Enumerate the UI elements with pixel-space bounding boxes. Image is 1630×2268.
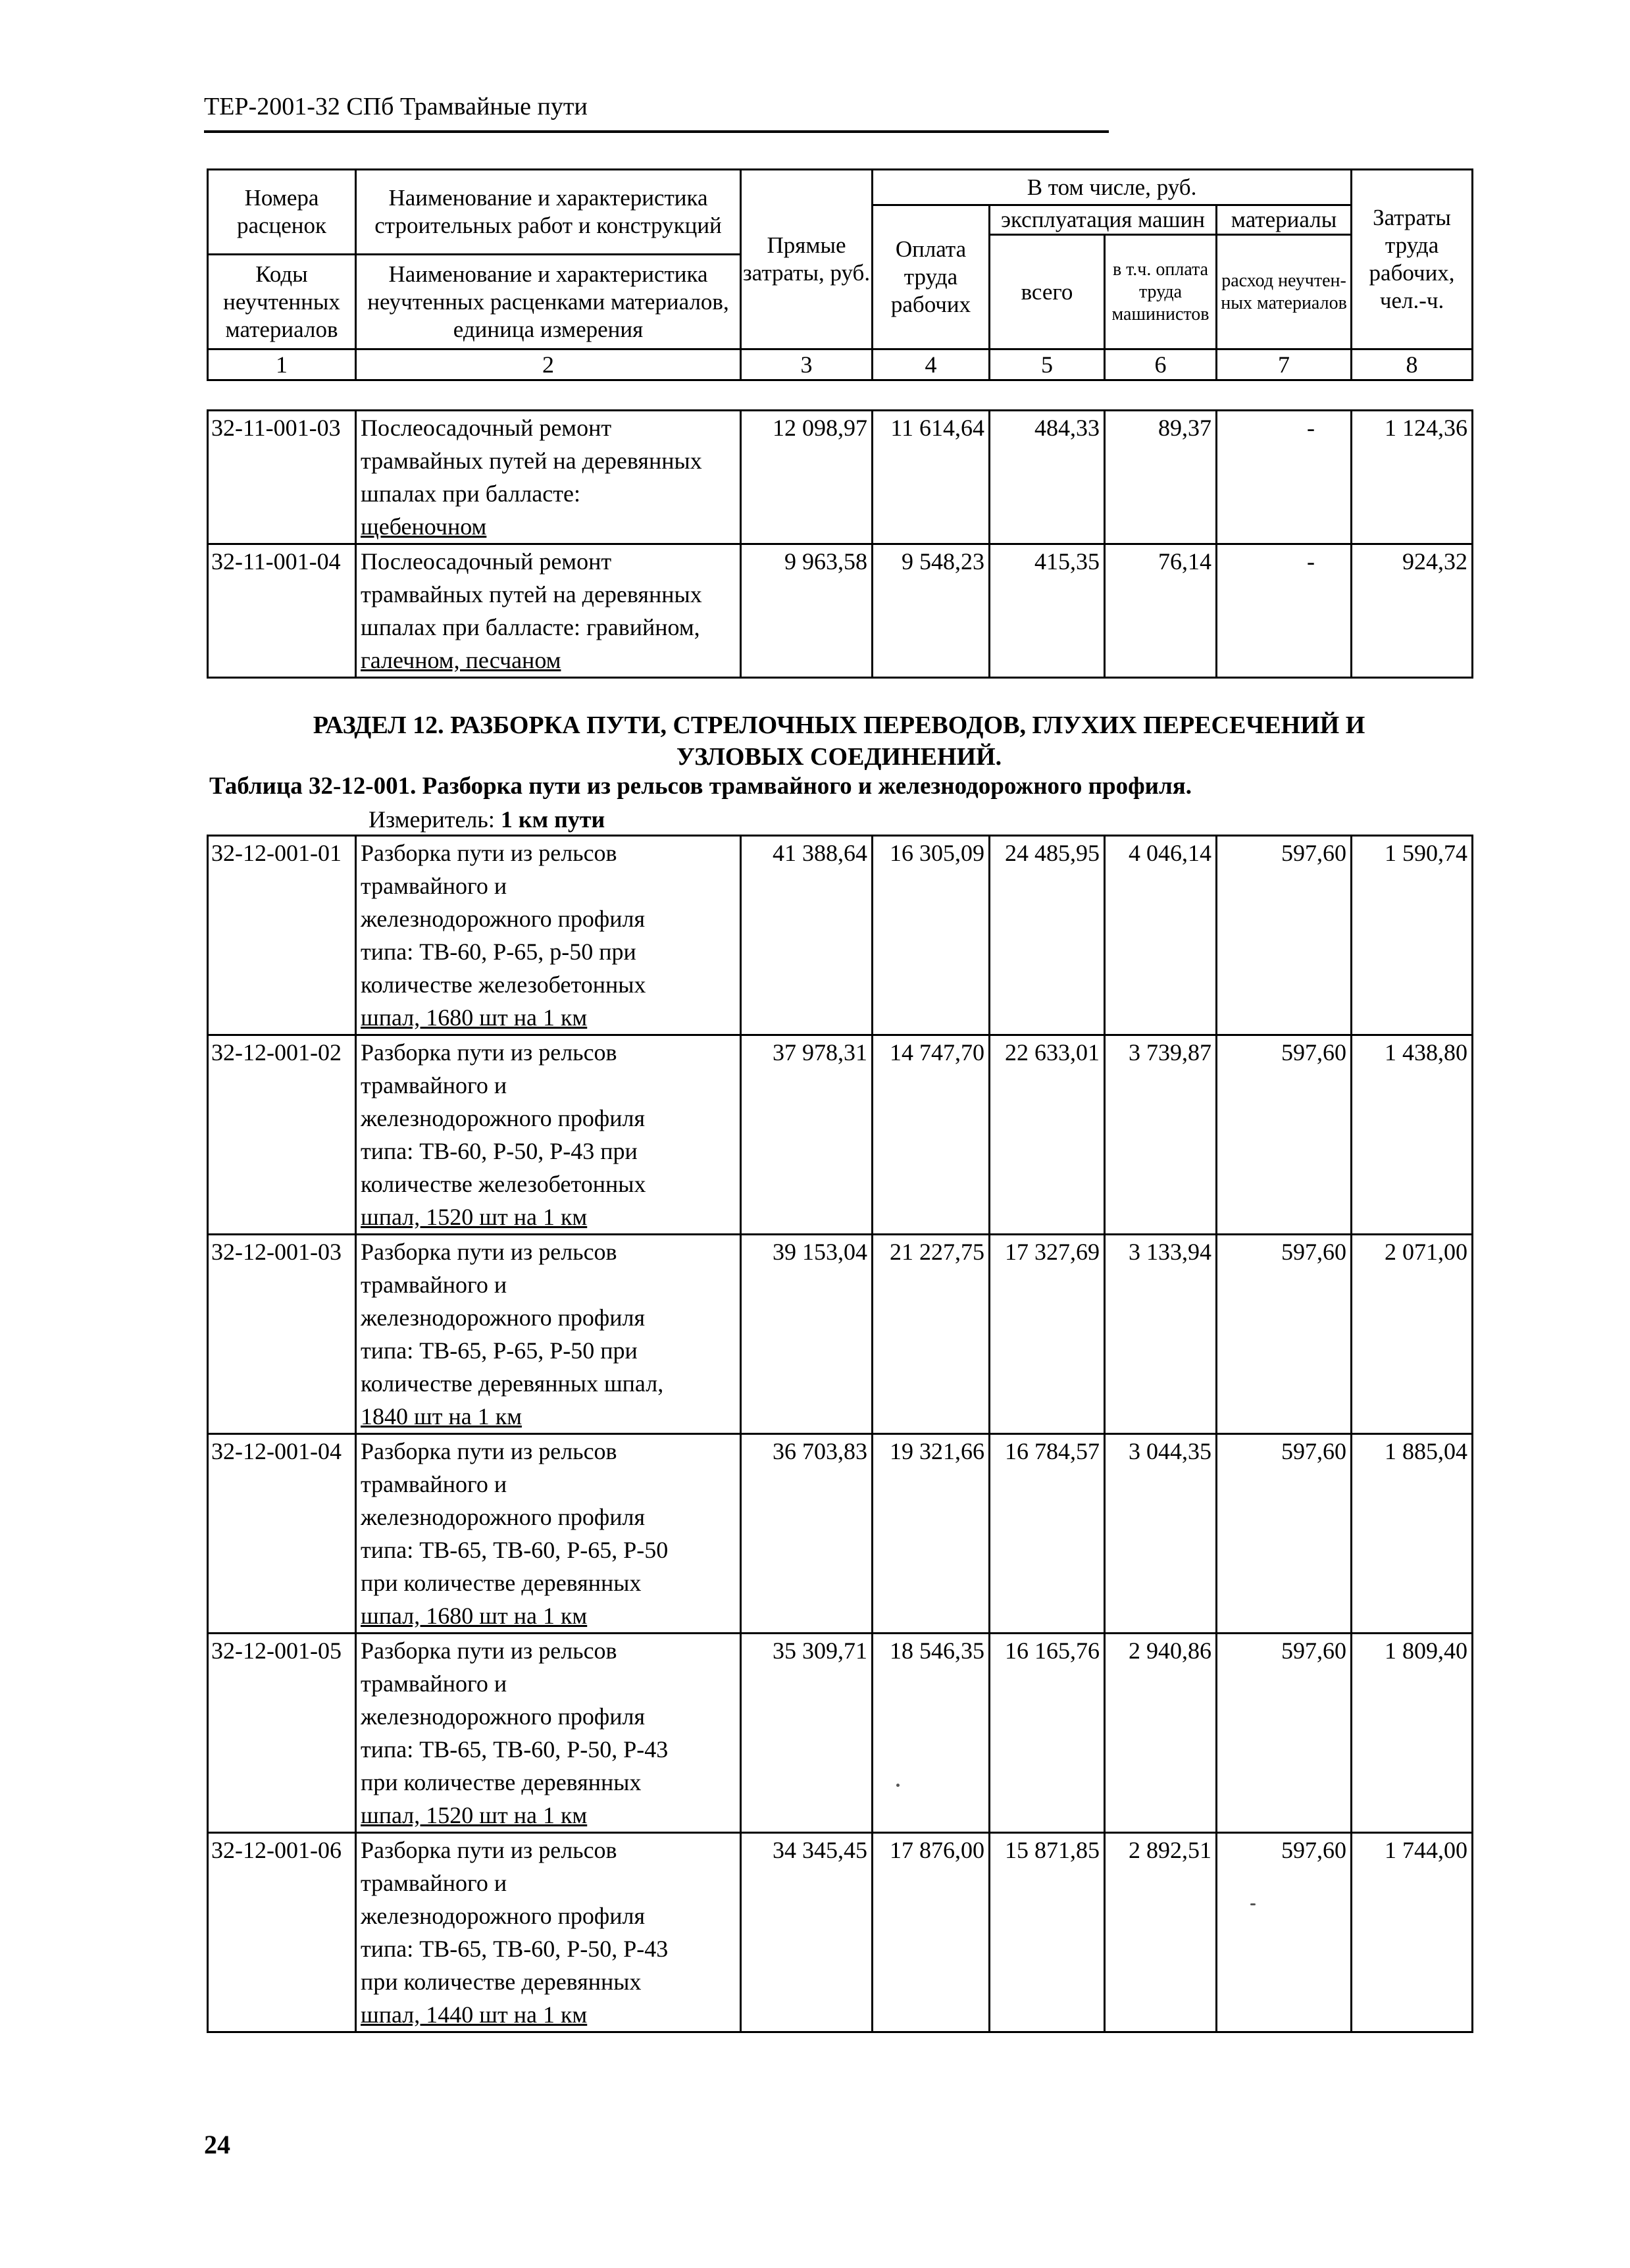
description-line: Разборка пути из рельсов: [361, 840, 617, 866]
table-row: [208, 1035, 1473, 1235]
description-line: трамвайных путей на деревянных: [361, 448, 702, 474]
description-line: типа: ТВ-65, ТВ-60, Р-65, Р-50: [361, 1537, 669, 1563]
description-line: трамвайного и: [361, 1870, 507, 1896]
description-line: количестве железобетонных: [361, 1171, 646, 1197]
description-line: при количестве деревянных: [361, 1969, 642, 1995]
machines-total: 484,33: [990, 411, 1105, 544]
table-row: [208, 1634, 1473, 1833]
col-number: 3: [741, 349, 873, 380]
unaccounted-materials: 597,60: [1217, 836, 1352, 1035]
col-number: 1: [208, 349, 356, 380]
unaccounted-materials: 597,60: [1217, 1634, 1352, 1833]
direct-costs: 9 963,58: [741, 544, 873, 678]
column-header-table: [207, 168, 1473, 381]
description-line: железнодорожного профиля: [361, 1703, 646, 1730]
header-material-names: Наименование и характеристика неучтенных расценками материалов, единица измерения: [356, 255, 741, 349]
description-line: Разборка пути из рельсов: [361, 1837, 617, 1863]
description-line: при количестве деревянных: [361, 1769, 642, 1795]
machines-total: 24 485,95: [990, 836, 1105, 1035]
col-number: 7: [1217, 349, 1352, 380]
direct-costs: 37 978,31: [741, 1035, 873, 1235]
description-line: шпал, 1440 шт на 1 км: [361, 2001, 588, 2028]
measure-label: Измеритель:: [369, 806, 495, 833]
description-line: типа: ТВ-65, ТВ-60, Р-50, Р-43: [361, 1736, 669, 1763]
header-machines-group: эксплуатация машин: [990, 205, 1217, 235]
unaccounted-materials: 597,60: [1217, 1035, 1352, 1235]
labor-pay: 19 321,66: [873, 1434, 990, 1634]
labor-hours: 1 590,74: [1352, 836, 1473, 1035]
description-line: Разборка пути из рельсов: [361, 1438, 617, 1464]
header-labor-hours: Затраты труда рабочих, чел.-ч.: [1352, 170, 1473, 349]
section-title-line: УЗЛОВЫХ СОЕДИНЕНИЙ.: [676, 743, 1002, 771]
description-line: типа: ТВ-65, ТВ-60, Р-50, Р-43: [361, 1936, 669, 1962]
rate-code: 32-12-001-05: [208, 1634, 356, 1833]
rate-description: [356, 836, 741, 1035]
description-line: при количестве деревянных: [361, 1570, 642, 1596]
labor-pay: 9 548,23: [873, 544, 990, 678]
header-work-name: Наименование и характеристика строительных работ и конструкций: [356, 170, 741, 255]
rate-code: 32-12-001-01: [208, 836, 356, 1035]
description-line: шпал, 1520 шт на 1 км: [361, 1802, 588, 1828]
labor-hours: 1 885,04: [1352, 1434, 1473, 1634]
machines-total: 415,35: [990, 544, 1105, 678]
description-line: железнодорожного профиля: [361, 1903, 646, 1929]
machinist-pay: 3 133,94: [1105, 1235, 1217, 1434]
header-direct-costs: Прямые затраты, руб.: [741, 170, 873, 349]
page-number: 24: [204, 2130, 230, 2159]
description-line: типа: ТВ-65, Р-65, Р-50 при: [361, 1337, 638, 1364]
header-labor-pay: Оплата труда рабочих: [873, 205, 990, 349]
description-line: Разборка пути из рельсов: [361, 1039, 617, 1066]
machinist-pay: 3 044,35: [1105, 1434, 1217, 1634]
table-row: [208, 1833, 1473, 2032]
unaccounted-materials: 597,60: [1217, 1833, 1352, 2032]
col-number: 8: [1352, 349, 1473, 380]
rate-description: [356, 544, 741, 678]
description-line: железнодорожного профиля: [361, 1105, 646, 1131]
header-machinist-pay: в т.ч. оплата труда машинистов: [1105, 235, 1217, 349]
header-machines-total: всего: [990, 235, 1105, 349]
description-line: количестве деревянных шпал,: [361, 1370, 664, 1397]
description-line: шпал, 1520 шт на 1 км: [361, 1204, 588, 1230]
machinist-pay: 4 046,14: [1105, 836, 1217, 1035]
description-line: типа: ТВ-60, Р-50, Р-43 при: [361, 1138, 638, 1164]
labor-hours: 2 071,00: [1352, 1235, 1473, 1434]
description-line: трамвайного и: [361, 1072, 507, 1098]
description-line: железнодорожного профиля: [361, 1504, 646, 1530]
description-line: галечном, песчаном: [361, 647, 561, 673]
col-number: 4: [873, 349, 990, 380]
machinist-pay: 89,37: [1105, 411, 1217, 544]
description-line: трамвайного и: [361, 1670, 507, 1697]
table-row: [208, 411, 1473, 544]
rates-table-32-11: [207, 409, 1473, 679]
rate-code: 32-12-001-03: [208, 1235, 356, 1434]
labor-hours: 1 438,80: [1352, 1035, 1473, 1235]
section-title: [204, 709, 1474, 773]
machines-total: 16 784,57: [990, 1434, 1105, 1634]
labor-pay: 14 747,70: [873, 1035, 990, 1235]
direct-costs: 41 388,64: [741, 836, 873, 1035]
rates-table-32-12-001: [207, 835, 1473, 2033]
machinist-pay: 2 940,86: [1105, 1634, 1217, 1833]
measure-value: 1 км пути: [500, 806, 605, 833]
rate-description: [356, 1833, 741, 2032]
header-materials-group: материалы: [1217, 205, 1352, 235]
description-line: железнодорожного профиля: [361, 1304, 646, 1331]
rate-description: [356, 1434, 741, 1634]
rate-code: 32-11-001-04: [208, 544, 356, 678]
rate-code: 32-12-001-02: [208, 1035, 356, 1235]
description-line: Послеосадочный ремонт: [361, 415, 612, 441]
running-header: ТЕР-2001-32 СПб Трамвайные пути: [204, 93, 588, 120]
description-line: количестве железобетонных: [361, 971, 646, 998]
description-line: трамвайного и: [361, 1471, 507, 1497]
direct-costs: 36 703,83: [741, 1434, 873, 1634]
header-unaccounted-materials: расход неучтен-ных материалов: [1217, 235, 1352, 349]
machinist-pay: 76,14: [1105, 544, 1217, 678]
rate-description: [356, 411, 741, 544]
description-line: шпал, 1680 шт на 1 км: [361, 1004, 588, 1031]
labor-hours: 924,32: [1352, 544, 1473, 678]
table-title: Таблица 32-12-001. Разборка пути из рельсов трамвайного и железнодорожного профиля.: [209, 773, 1192, 800]
rate-code: 32-11-001-03: [208, 411, 356, 544]
rate-description: [356, 1634, 741, 1833]
scan-speck: [1250, 1903, 1256, 1905]
description-line: трамвайного и: [361, 873, 507, 899]
rate-code: 32-12-001-04: [208, 1434, 356, 1634]
machines-total: 17 327,69: [990, 1235, 1105, 1434]
table-row: [208, 1434, 1473, 1634]
machinist-pay: 3 739,87: [1105, 1035, 1217, 1235]
labor-pay: 18 546,35: [873, 1634, 990, 1833]
direct-costs: 12 098,97: [741, 411, 873, 544]
description-line: трамвайных путей на деревянных: [361, 581, 702, 607]
table-row: [208, 1235, 1473, 1434]
machinist-pay: 2 892,51: [1105, 1833, 1217, 2032]
machines-total: 16 165,76: [990, 1634, 1105, 1833]
unaccounted-materials: -: [1217, 411, 1352, 544]
scan-speck: [896, 1784, 900, 1787]
description-line: 1840 шт на 1 км: [361, 1403, 522, 1430]
description-line: щебеночном: [361, 513, 487, 540]
labor-pay: 17 876,00: [873, 1833, 990, 2032]
header-rate-number: Номера расценок: [208, 170, 356, 255]
header-rule: [204, 130, 1109, 133]
description-line: трамвайного и: [361, 1272, 507, 1298]
labor-pay: 11 614,64: [873, 411, 990, 544]
description-line: шпалах при балласте:: [361, 480, 580, 507]
table-row: [208, 544, 1473, 678]
labor-hours: 1 124,36: [1352, 411, 1473, 544]
description-line: Разборка пути из рельсов: [361, 1239, 617, 1265]
unaccounted-materials: -: [1217, 544, 1352, 678]
machines-total: 22 633,01: [990, 1035, 1105, 1235]
description-line: шпал, 1680 шт на 1 км: [361, 1603, 588, 1629]
labor-hours: 1 744,00: [1352, 1833, 1473, 2032]
header-material-codes: Коды неучтенных материалов: [208, 255, 356, 349]
labor-hours: 1 809,40: [1352, 1634, 1473, 1833]
description-line: типа: ТВ-60, Р-65, р-50 при: [361, 939, 636, 965]
rate-description: [356, 1235, 741, 1434]
unaccounted-materials: 597,60: [1217, 1235, 1352, 1434]
labor-pay: 16 305,09: [873, 836, 990, 1035]
header-group-including: В том числе, руб.: [873, 170, 1352, 205]
direct-costs: 34 345,45: [741, 1833, 873, 2032]
description-line: Разборка пути из рельсов: [361, 1637, 617, 1664]
machines-total: 15 871,85: [990, 1833, 1105, 2032]
rate-description: [356, 1035, 741, 1235]
direct-costs: 39 153,04: [741, 1235, 873, 1434]
labor-pay: 21 227,75: [873, 1235, 990, 1434]
direct-costs: 35 309,71: [741, 1634, 873, 1833]
col-number: 5: [990, 349, 1105, 380]
description-line: Послеосадочный ремонт: [361, 548, 612, 575]
rate-code: 32-12-001-06: [208, 1833, 356, 2032]
description-line: железнодорожного профиля: [361, 906, 646, 932]
col-number: 2: [356, 349, 741, 380]
unaccounted-materials: 597,60: [1217, 1434, 1352, 1634]
table-row: [208, 836, 1473, 1035]
col-number: 6: [1105, 349, 1217, 380]
description-line: шпалах при балласте: гравийном,: [361, 614, 700, 640]
measure-unit: [369, 804, 605, 835]
section-title-line: РАЗДЕЛ 12. РАЗБОРКА ПУТИ, СТРЕЛОЧНЫХ ПЕРЕВОДОВ, ГЛУХИХ ПЕРЕСЕЧЕНИЙ И: [313, 711, 1365, 739]
